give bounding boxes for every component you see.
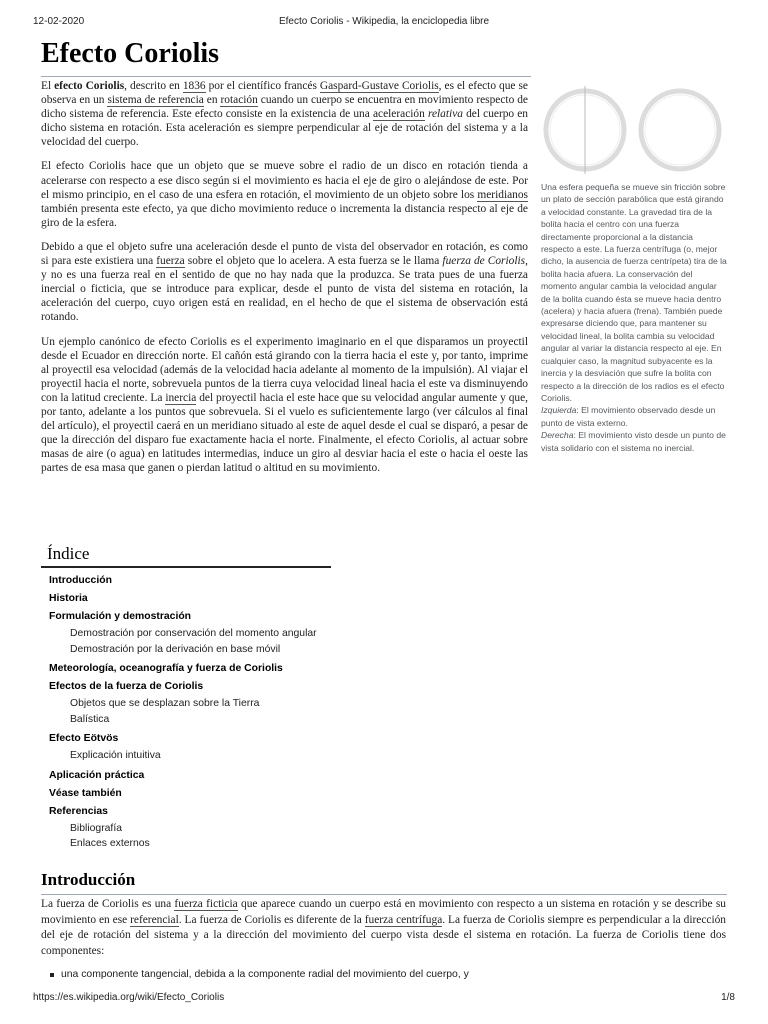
print-footer [33,992,735,1006]
toc-item[interactable]: Demostración por la derivación en base móvil [70,643,281,655]
link-rotacion[interactable]: rotación [220,94,258,107]
caption-left: Izquierda: El movimiento observado desde un punto de vista externo. [541,405,716,428]
bullet-icon [50,973,54,977]
link-aceleracion[interactable]: aceleración [372,108,425,121]
toc-item[interactable]: Meteorología, oceanografía y fuerza de Coriolis [49,663,283,674]
bold-term: efecto Coriolis [54,80,125,92]
link-1836[interactable]: 1836 [182,80,206,92]
table-of-contents [41,544,341,852]
link-fuerza-ficticia[interactable]: fuerza ficticia [174,898,238,910]
toc-item[interactable]: Véase también [49,787,122,799]
caption-right: Derecha: El movimiento visto desde un punto de vista solidario con el sistema no inercial. [541,430,726,453]
link-inercia[interactable]: inercia [165,391,197,404]
caption-main: Una esfera pequeña se mueve sin fricción sobre un plato de sección parabólica que está girando a velocidad constante. La gravedad tira de la bolita hacia el centro con una fuerza directamente proporcional a la distancia respecto a este. La fuerza centrífuga (o, mejor dicho, la ausencia de fuerza centrípeta) tira de la bolita hacia afuera. La conservación del momento angular cambia la velocidad angular de la bolita cuando ésta se mueve hacia dentro (acelera) y hacia afuera (frena). También puede expresarse diciendo que, para mantener su velocidad lineal, la bolita cambia su velocidad angular al variar la distancia respecto al eje. En cualquier caso, la magnitud subyacente es la inercia y la desviación que sufre la bolita con respecto a la dirección de los radios es el efecto Coriolis. [541,182,727,403]
toc-item[interactable]: Demostración por conservación del momento angular [70,628,317,639]
article-title: Efecto Coriolis [41,38,531,77]
print-document-title: Efecto Coriolis - Wikipedia, la enciclopedia libre [278,16,490,27]
print-date: 12-02-2020 [33,16,85,27]
toc-item[interactable]: Aplicación práctica [49,769,145,781]
link-fuerza-centrifuga[interactable]: fuerza centrífuga [364,913,443,926]
list-item: una componente tangencial, debida a la componente radial del movimiento del cuerpo, y [41,967,726,983]
print-header [33,16,735,30]
link-sistema-de-referencia[interactable]: sistema de referencia [107,94,204,107]
toc-item[interactable]: Objetos que se desplazan sobre la Tierra [70,698,260,709]
toc-item[interactable]: Historia [49,593,88,604]
toc-item[interactable]: Referencias [49,805,108,817]
intro-components-list [41,967,726,983]
lead-paragraph-4: Un ejemplo canónico de efecto Coriolis es el experimento imaginario en el que disparamos un proyectil desde el Ecuador en dirección norte. El cañón está girando con la tierra hacia el este y, por tanto, imprime al proyectil esa velocidad (además de la velocidad hacia adelante al momento de la impulsión). Al viajar el proyectil hacia el norte, sobrevuela puntos de la tierra cuya velocidad lineal hacia el este va disminuyendo con la latitud creciente. La inercia del proyectil hacia el este hace que su velocidad angular aumente y que, por tanto, adelante a los puntos que sobrevuela. Si el vuelo es suficientemente largo (ver cálculos al final del artículo), el proyectil caerá en un meridiano situado al este de aquel desde el cual se disparó, a pesar de que la dirección del disparo fue exactamente hacia el norte. Finalmente, el efecto Coriolis, al actuar sobre masas de aire (o agua) en latitudes intermedias, induce un giro al desviar hacia el este o hacia el oeste las partes de esa masa que ganen o pierdan latitud o altitud en su movimiento. [41,335,528,475]
toc-list [41,572,341,852]
section-introduccion-body [41,897,726,983]
print-url: https://es.wikipedia.org/wiki/Efecto_Coriolis [33,992,225,1003]
toc-item[interactable]: Balística [70,713,110,725]
article-lead [41,79,528,485]
lead-paragraph-2: El efecto Coriolis hace que un objeto que se mueve sobre el radio de un disco en rotación tienda a acelerarse con respecto a ese disco según si el movimiento es hacia el eje de giro o alejándose de este. Por el mismo principio, en el caso de una esfera en rotación, el movimiento de un objeto sobre los meridianos también presenta este efecto, ya que dicho movimiento reduce o incrementa la distancia respecto al eje de giro de la esfera. [41,160,528,229]
toc-item[interactable]: Efecto Eötvös [49,733,119,744]
toc-item[interactable]: Efectos de la fuerza de Coriolis [49,681,204,692]
print-page-number: 1/8 [721,992,735,1003]
toc-title: Índice [41,544,331,568]
toc-item[interactable]: Explicación intuitiva [70,750,161,761]
toc-item[interactable]: Formulación y demostración [49,611,192,622]
toc-item[interactable]: Bibliografía [70,822,122,834]
intro-paragraph: La fuerza de Coriolis es una fuerza ficticia que aparece cuando un cuerpo está en movimiento con respecto a un sistema en rotación y se describe su movimiento en ese referencial. La fuerza de Coriolis es diferente de la fuerza centrífuga. La fuerza de Coriolis siempre es perpendicular a la dirección del eje de rotación del sistema y a la dirección del movimiento del cuerpo vista desde el sistema en rotación. La fuerza de Coriolis tiene dos componentes: [41,898,726,957]
figure-images [541,86,727,181]
lead-paragraph-1: El efecto Coriolis, descrito en 1836 por el científico francés Gaspard-Gustave Coriolis, es el efecto que se observa en un sistema de referencia en rotación cuando un cuerpo se encuentra en movimiento respecto de dicho sistema de referencia. Este efecto consiste en la existencia de una aceleración relativa del cuerpo en dicho sistema en rotación. Esta aceleración es siempre perpendicular al eje de rotación del sistema y a la velocidad del cuerpo. [41,80,529,149]
link-referencial[interactable]: referencial [130,913,179,926]
link-meridianos[interactable]: meridianos [477,188,528,201]
toc-item[interactable]: Introducción [49,575,112,586]
lead-paragraph-3: Debido a que el objeto sufre una aceleración desde el punto de vista del observador en rotación, es como si para este existiera una fuerza sobre el objeto que lo acelera. A esta fuerza se le llama fuerza de Coriolis, y no es una fuerza real en el sentido de que no hay nada que la produzca. Se trata pues de una fuerza inercial o ficticia, que se introduce para explicar, desde el punto de vista del sistema en rotación, la aceleración del cuerpo, cuyo origen está en realidad, en el hecho de que el sistema de observación está rotando. [41,240,528,324]
link-fuerza[interactable]: fuerza [156,255,185,268]
section-title-introduccion: Introducción [41,870,727,895]
inertial-frame-disk-image [541,86,629,174]
link-gaspard-coriolis[interactable]: Gaspard-Gustave Coriolis [319,80,439,92]
toc-item[interactable]: Enlaces externos [70,838,150,849]
figure-coriolis-animation [541,86,727,454]
figure-caption [541,181,727,454]
rotating-frame-disk-image [636,86,724,174]
